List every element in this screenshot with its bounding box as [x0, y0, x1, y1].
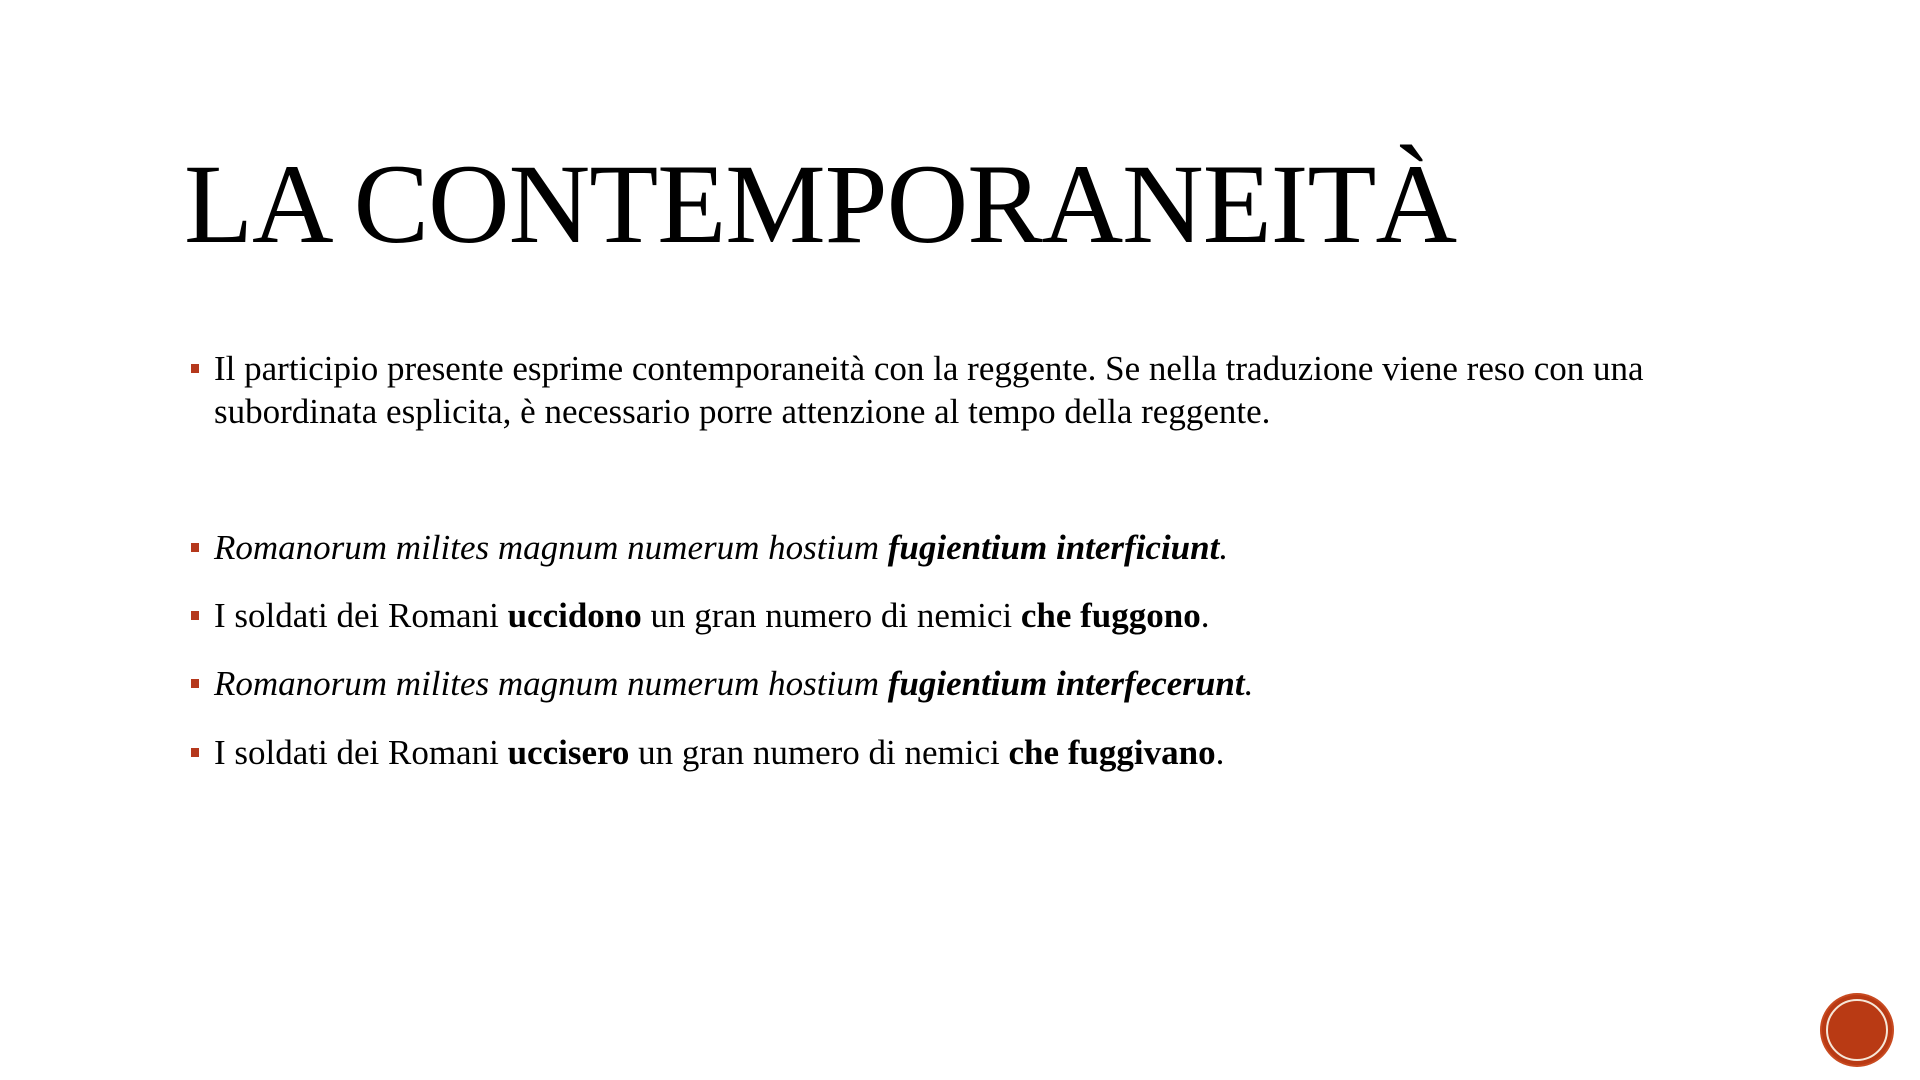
- text-segment: .: [1219, 528, 1229, 567]
- text-segment: Romanorum milites magnum numerum hostium: [214, 664, 888, 703]
- text-segment: .: [1215, 733, 1225, 772]
- text-segment: I soldati dei Romani: [214, 733, 508, 772]
- bullet-square-icon: [191, 364, 199, 373]
- bullet-item: [214, 526, 1774, 569]
- bullet-item: [214, 662, 1774, 705]
- text-segment: un gran numero di nemici: [629, 733, 1009, 772]
- text-segment: che fuggono: [1020, 596, 1201, 635]
- text-segment: I soldati dei Romani: [214, 596, 508, 635]
- bullet-item: [214, 594, 1774, 637]
- slide-badge-circle-icon: [1822, 995, 1892, 1065]
- text-segment: un gran numero di nemici: [641, 596, 1021, 635]
- bullet-square-icon: [191, 748, 199, 757]
- text-segment: Romanorum milites magnum numerum hostium: [214, 528, 888, 567]
- text-segment: che fuggivano: [1008, 733, 1216, 772]
- bullet-item: [214, 347, 1774, 433]
- bullet-square-icon: [191, 679, 199, 688]
- bullet-square-icon: [191, 611, 199, 620]
- bullet-item: [214, 731, 1774, 774]
- text-segment: .: [1244, 664, 1254, 703]
- bullet-square-icon: [191, 543, 199, 552]
- text-segment: Il participio presente esprime contemporaneità con la reggente. Se nella traduzione viene reso con una subordinata esplicita, è necessario porre attenzione al tempo della reggente.: [214, 349, 1644, 431]
- text-segment: .: [1200, 596, 1210, 635]
- text-segment: fugientium interfecerunt: [887, 664, 1245, 703]
- slide-title: LA CONTEMPORANEITÀ: [184, 142, 1457, 267]
- text-segment: fugientium interficiunt: [887, 528, 1220, 567]
- text-segment: uccidono: [507, 596, 642, 635]
- text-segment: uccisero: [507, 733, 630, 772]
